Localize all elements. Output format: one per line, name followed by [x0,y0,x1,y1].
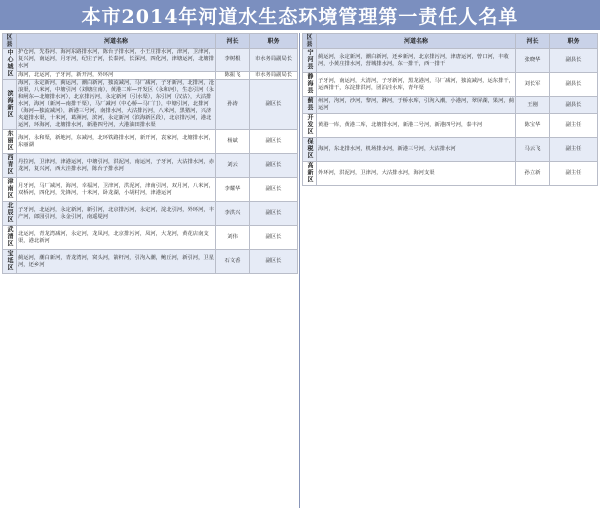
table-row [3,80,298,130]
role-cell: 市水务局副局长 [250,49,298,72]
role-cell: 副区长 [250,80,298,130]
river-cell: 黄港一库，黄港二库，北塘排水河，新港二号河，新港四号河，泰丰河 [317,114,516,138]
district-label: 东丽区 [6,130,13,151]
table-row [303,138,598,162]
district-label: 蓟县 [306,97,313,111]
chief-cell: 杨斌 [216,130,250,154]
role-cell: 副区长 [250,250,298,274]
district-cell [303,73,317,97]
chief-cell: 陈振飞 [216,71,250,79]
table-row [3,49,298,72]
table-row [3,71,298,79]
river-cell: 月牙河，马厂减河，海河，幸福河，卫津河，洪泥河，津南引河，双月河，八米河，双桥河，四化河，先锋河，十米河，卧龙湖，小胡村河，津港运河 [17,178,216,202]
river-cell: 子牙河，北运河，永定新河，新引河，北京排污河，永定河，淀北引河，外环河，丰产河，郎园引河，永金引河，南遥堤河 [17,202,216,226]
page-title: 本市2014年河道水生态环境管理第一责任人名单 [81,5,519,28]
district-label: 滨海新区 [6,89,13,118]
chief-cell: 李树根 [216,49,250,72]
left-table-panel [2,33,298,508]
river-cell: 护仓河，先春河、海河东路排水河，陈台子排水河，小王庄排水河，津河，卫津河，复兴河，南运河，月牙河，纪庄子河，长泰河，长深河，四化河，津塘运河，北塘排水河 [18,49,214,70]
role-cell: 市水务局副局长 [250,71,298,79]
river-cell: 海河，永定新河，蓟运河，潮白新河，独流减河，马厂减河，子牙新河，北排河，沧浪渠，八米河，中塘引河（刘塘庄南），黄港二库—开发区（永和河），生态引河（永和闸东—北塘排水河），北京排污河，永定新河（引水渠），东引河（汉沽），大沽排水河，海河（新河—南排干渠），马厂减河（中心桥—马厂门），中塘引河，北排河（海河—独流减河），新港三号河，南排水河，大沽排污河，八米河，黑猪河，兴济夹道排水渠，十米河，葛洲河，滨河，永定新河（滨海新区段），北京排污河，港北运河，环海河，北塘排水河，新港四号河，大港油田排水渠 [18,80,214,128]
district-cell [3,178,17,202]
river-cell: 北运河，青龙湾减河，永定河，龙凤河，北京排污河，凤河，大龙河，黄花店南支渠，港北新河 [17,226,216,250]
role-cell: 副主任 [550,162,598,186]
chief-cell: 李洪兴 [216,202,250,226]
role-cell: 副县长 [550,49,598,73]
role-cell: 副区长 [250,154,298,178]
district-label: 宁河县 [306,49,313,70]
table-row [3,202,298,226]
district-cell [3,80,17,130]
role-cell: 副主任 [550,138,598,162]
column-divider [299,33,300,508]
chief-cell: 刘云 [216,154,250,178]
chief-cell: 张晓华 [516,49,550,73]
river-cell: 海河，北运河，子牙河，新开河，外环河 [17,71,216,79]
district-label: 开发区 [306,114,313,135]
left-header-row [3,34,298,49]
district-label: 保税区 [306,138,313,159]
header-chief: 河长 [216,34,250,49]
district-cell [303,162,317,186]
right-table-panel [302,33,598,508]
district-label: 北辰区 [6,202,13,223]
district-cell [303,49,317,73]
river-cell: 子牙河，南运河，大清河，子牙新河，黑龙港河，马厂减河，独流减河，运东排干，运西排干，东淀排洪河，团泊洼水库，青年渠 [317,73,516,97]
right-table-body [303,49,598,186]
header-river: 河道名称 [317,34,516,49]
table-row [303,97,598,114]
right-table [302,33,598,186]
left-table-body [3,49,298,274]
district-label: 高新区 [306,162,313,183]
river-cell: 蓟运河，永定新河，潮白新河，还乡新河，北京排污河，津唐运河，曾口河，丰收河，小黄庄排水河，营城排水河，东一排干，西一排干 [317,49,516,73]
district-cell [3,250,17,274]
district-label: 静海县 [306,73,313,94]
role-cell: 副区长 [250,178,298,202]
district-cell [303,114,317,138]
chief-cell: 孙涛 [216,80,250,130]
right-header-row [303,34,598,49]
district-cell [3,154,17,178]
table-row [303,49,598,73]
role-cell: 副县长 [550,97,598,114]
table-row [303,162,598,186]
district-cell [303,138,317,162]
district-label: 西青区 [6,154,13,175]
table-row [303,114,598,138]
district-label: 津南区 [6,178,13,199]
table-row [3,226,298,250]
district-label: 宝坻区 [6,250,13,271]
table-row [303,73,598,97]
role-cell: 副县长 [550,73,598,97]
chief-cell: 马云飞 [516,138,550,162]
river-cell: 外环河，洪泥河，卫津河，大沽排水河，海河支渠 [317,162,516,186]
chief-cell: 孙立新 [516,162,550,186]
left-table [2,33,298,274]
table-row [3,130,298,154]
river-cell: 蓟运河，潮白新河，青龙湾河，窝头河，箭杆河，引泃入潮，鲍丘河，新引河，卫星河，还乡河 [17,250,216,274]
chief-cell: 石文香 [216,250,250,274]
district-cell [3,226,17,250]
table-row [3,178,298,202]
chief-cell: 李耀华 [216,178,250,202]
district-cell [3,202,17,226]
title-bar [0,0,600,30]
chief-cell: 陈宝华 [516,114,550,138]
chief-cell: 刘伟 [216,226,250,250]
river-cell: 海河，东北排水河，机场排水河，新港三号河，大沽排水河 [317,138,516,162]
district-cell [3,49,17,80]
role-cell: 副区长 [250,130,298,154]
river-cell: 丹拉河，卫津河，津港运河，中塘引河，洪泥河，南运河，子牙河，大沽排水河，赤龙河，复兴河，西大洼排水河，陈台子排水河 [17,154,216,178]
table-row [3,250,298,274]
role-cell: 副区长 [250,202,298,226]
district-label: 武清区 [6,226,13,247]
header-role: 职务 [250,34,298,49]
district-cell [303,97,317,114]
chief-cell: 王刚 [516,97,550,114]
chief-cell: 刘长军 [516,73,550,97]
header-role: 职务 [550,34,598,49]
table-row [3,154,298,178]
district-cell [3,130,17,154]
header-district: 区县 [3,34,17,49]
header-district: 区县 [303,34,317,49]
header-river: 河道名称 [17,34,216,49]
river-cell: 海河，永和渠，新地河，东减河，北环铁路排水河，新开河，袁家河，北塘排水河，东丽湖 [17,130,216,154]
role-cell: 副区长 [250,226,298,250]
role-cell: 副主任 [550,114,598,138]
header-chief: 河长 [516,34,550,49]
district-label: 中心城区 [6,49,13,77]
river-cell: 州河，泃河，沙河，黎河，淋河，于桥水库，引泃入潮，小港河，翠屏湖，果河，蓟运河 [317,97,516,114]
